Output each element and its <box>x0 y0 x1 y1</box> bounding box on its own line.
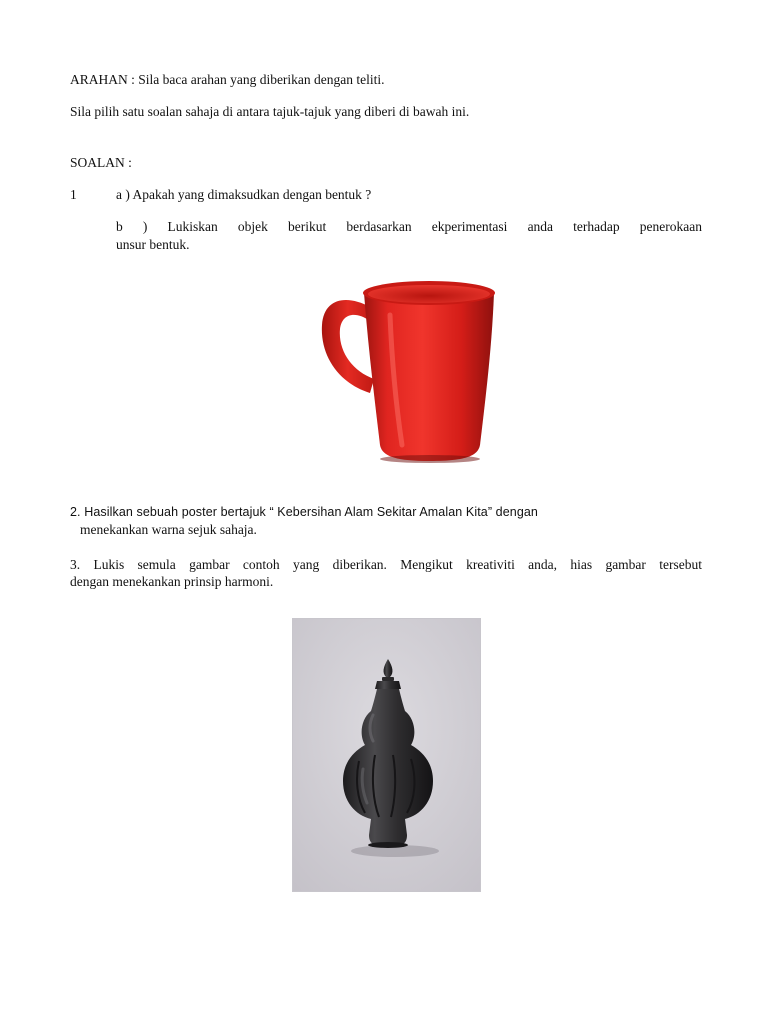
question-2-line-2: menekankan warna sejuk sahaja. <box>80 522 257 537</box>
instruction-line-1: ARAHAN : Sila baca arahan yang diberikan dengan teliti. <box>70 72 385 87</box>
red-mug-image <box>318 275 500 467</box>
question-1-part-a: a ) Apakah yang dimaksudkan dengan bentuk ? <box>116 187 372 202</box>
question-1-number: 1 <box>70 187 77 202</box>
section-heading: SOALAN : <box>70 155 132 170</box>
question-1-part-b-line-1: b ) Lukiskan objek berikut berdasarkan ekperimentasi anda terhadap penerokaan <box>116 219 702 234</box>
question-3-line-1: 3. Lukis semula gambar contoh yang diberikan. Mengikut kreativiti anda, hias gambar tersebut <box>70 557 702 572</box>
question-2-line-1: 2. Hasilkan sebuah poster bertajuk “ Kebersihan Alam Sekitar Amalan Kita” dengan <box>70 505 538 519</box>
question-1-part-b-line-2: unsur bentuk. <box>116 237 190 252</box>
black-vase-image <box>292 618 481 892</box>
question-3-line-2: dengan menekankan prinsip harmoni. <box>70 574 274 589</box>
instruction-line-2: Sila pilih satu soalan sahaja di antara tajuk-tajuk yang diberi di bawah ini. <box>70 104 470 119</box>
